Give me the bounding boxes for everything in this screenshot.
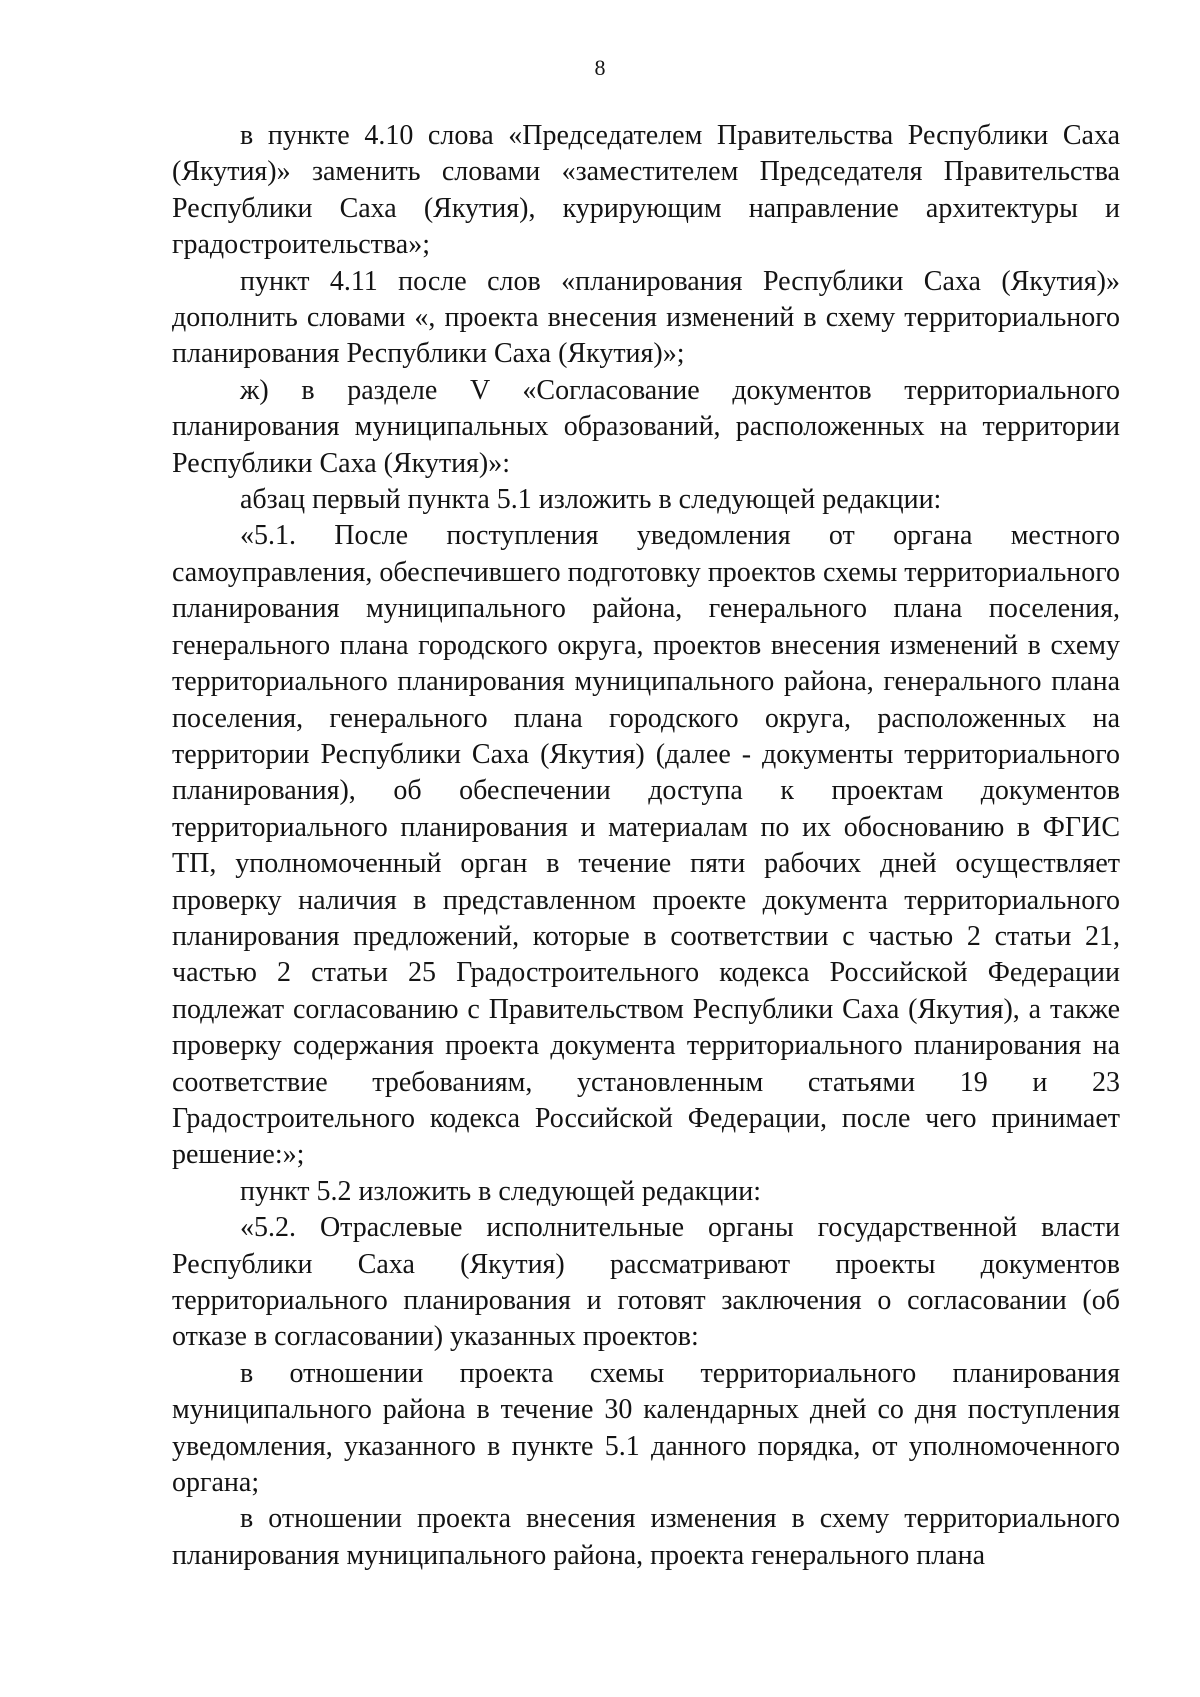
page-number: 8 <box>594 55 606 80</box>
paragraph: пункт 4.11 после слов «планирования Республики Саха (Якутия)» дополнить словами «, проекта внесения изменений в схему территориального планирования Республики Саха (Якутия)»; <box>172 265 1120 370</box>
paragraph: «5.1. После поступления уведомления от органа местного самоуправления, обеспечившего подготовку проектов схемы территориального планирования муниципального района, генерального плана поселения, генерального плана городского округа, проектов внесения изменений в схему территориального планирования муниципального района, генерального плана поселения, генерального плана городского округа, расположенных на территории Республики Саха (Якутия) (далее - документы территориального планирования), об обеспечении доступа к проектам документов территориального планирования и материалам по их обоснованию в ФГИС ТП, уполномоченный орган в течение пяти рабочих дней осуществляет проверку наличия в представленном проекте документа территориального планирования предложений, которые в соответствии с частью 2 статьи 21, частью 2 статьи 25 Градостроительного кодекса Российской Федерации подлежат согласованию с Правительством Республики Саха (Якутия), а также проверку содержания проекта документа территориального планирования на соответствие требованиям, установленным статьями 19 и 23 Градостроительного кодекса Российской Федерации, после чего принимает решение:»; <box>172 520 1120 1171</box>
paragraph: в пункте 4.10 слова «Председателем Правительства Республики Саха (Якутия)» заменить словами «заместителем Председателя Правительства Республики Саха (Якутия), курирующим направление архитектуры и градостроительства»; <box>172 120 1120 261</box>
paragraph: в отношении проекта внесения изменения в схему территориального планирования муниципального района, проекта генерального плана <box>172 1503 1120 1571</box>
paragraph: ж) в разделе V «Согласование документов территориального планирования муниципальных образований, расположенных на территории Республики Саха (Якутия)»: <box>172 374 1120 479</box>
paragraph: «5.2. Отраслевые исполнительные органы государственной власти Республики Саха (Якутия) рассматривают проекты документов территориального планирования и готовят заключения о согласовании (об отказе в согласовании) указанных проектов: <box>172 1212 1120 1353</box>
paragraph: в отношении проекта схемы территориального планирования муниципального района в течение 30 календарных дней со дня поступления уведомления, указанного в пункте 5.1 данного порядка, от уполномоченного органа; <box>172 1357 1120 1499</box>
paragraph: пункт 5.2 изложить в следующей редакции: <box>240 1175 761 1207</box>
paragraph: абзац первый пункта 5.1 изложить в следующей редакции: <box>240 484 942 516</box>
document-body <box>172 118 1120 1574</box>
